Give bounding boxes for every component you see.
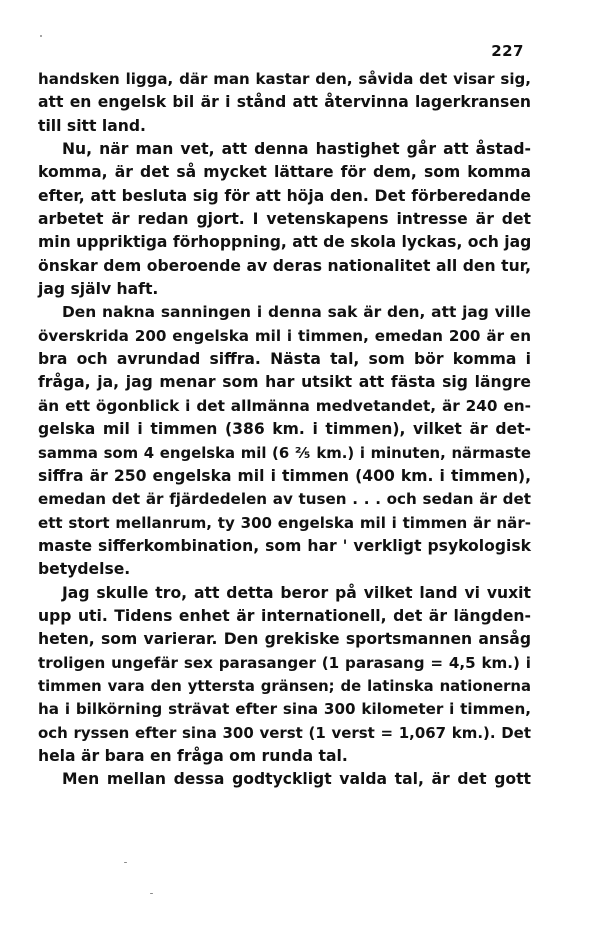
text-line: betydelse. <box>38 560 131 579</box>
text-line: samma som 4 engelska mil (6 ⅖ km.) i minuten, närmaste <box>38 443 531 462</box>
text-line: ha i bilkörning strävat efter sina 300 kilometer i timmen, <box>38 700 531 719</box>
text-line: hela är bara en fråga om runda tal. <box>38 746 348 765</box>
text-line: heten, som varierar. Den grekiske sportsmannen ansåg <box>38 630 531 649</box>
text-line: att en engelsk bil är i stånd att återvinna lagerkransen <box>38 93 531 112</box>
text-line: upp uti. Tidens enhet är internationell, det är längden- <box>38 606 531 625</box>
paragraph-3 <box>38 301 531 581</box>
text-line: önskar dem oberoende av deras nationalitet all den tur, <box>38 256 531 275</box>
paper-speck <box>40 35 42 37</box>
text-line: handsken ligga, där man kastar den, såvida det visar sig, <box>38 70 531 88</box>
paper-speck <box>150 893 153 894</box>
text-line: maste sifferkombination, som har ' verkligt psykologisk <box>38 536 531 555</box>
page-number: 227 <box>491 42 524 60</box>
text-line: fråga, ja, jag menar som har utsikt att fästa sig längre <box>38 373 531 392</box>
text-line: siffra är 250 engelska mil i timmen (400 km. i timmen), <box>38 466 531 485</box>
text-line: troligen ungefär sex parasanger (1 parasang = 4,5 km.) i <box>38 653 531 672</box>
text-line: timmen vara den yttersta gränsen; de latinska nationerna <box>38 677 531 695</box>
body-text <box>38 68 531 792</box>
text-line: min uppriktiga förhoppning, att de skola lyckas, och jag <box>38 233 532 252</box>
text-line: Nu, när man vet, att denna hastighet går att åstad- <box>62 140 531 159</box>
text-line: Men mellan dessa godtyckligt valda tal, är det gott <box>62 770 531 789</box>
text-line: emedan det är fjärdedelen av tusen . . . och sedan är det <box>38 490 531 509</box>
paper-speck <box>124 862 127 863</box>
text-line: Jag skulle tro, att detta beror på vilket land vi vuxit <box>62 583 531 602</box>
text-line: efter, att besluta sig för att höja den. Det förberedande <box>38 186 531 205</box>
paragraph-4 <box>38 582 531 769</box>
text-line: komma, är det så mycket lättare för dem, som komma <box>38 163 531 182</box>
text-line: ett stort mellanrum, ty 300 engelska mil i timmen är när- <box>38 513 531 532</box>
text-line: Den nakna sanningen i denna sak är den, att jag ville <box>62 303 531 322</box>
text-line: till sitt land. <box>38 116 146 135</box>
text-line: överskrida 200 engelska mil i timmen, emedan 200 är en <box>38 326 531 345</box>
text-line: bra och avrundad siffra. Nästa tal, som bör komma i <box>38 350 531 369</box>
text-line: gelska mil i timmen (386 km. i timmen), vilket är det- <box>38 420 531 439</box>
paragraph-1 <box>38 68 531 138</box>
paragraph-5 <box>38 768 531 791</box>
text-line: än ett ögonblick i det allmänna medvetandet, är 240 en- <box>38 396 531 415</box>
paragraph-2 <box>38 138 531 301</box>
text-line: jag själv haft. <box>38 280 159 299</box>
text-line: och ryssen efter sina 300 verst (1 verst = 1,067 km.). Det <box>38 723 531 742</box>
text-line: arbetet är redan gjort. I vetenskapens intresse är det <box>38 210 531 229</box>
